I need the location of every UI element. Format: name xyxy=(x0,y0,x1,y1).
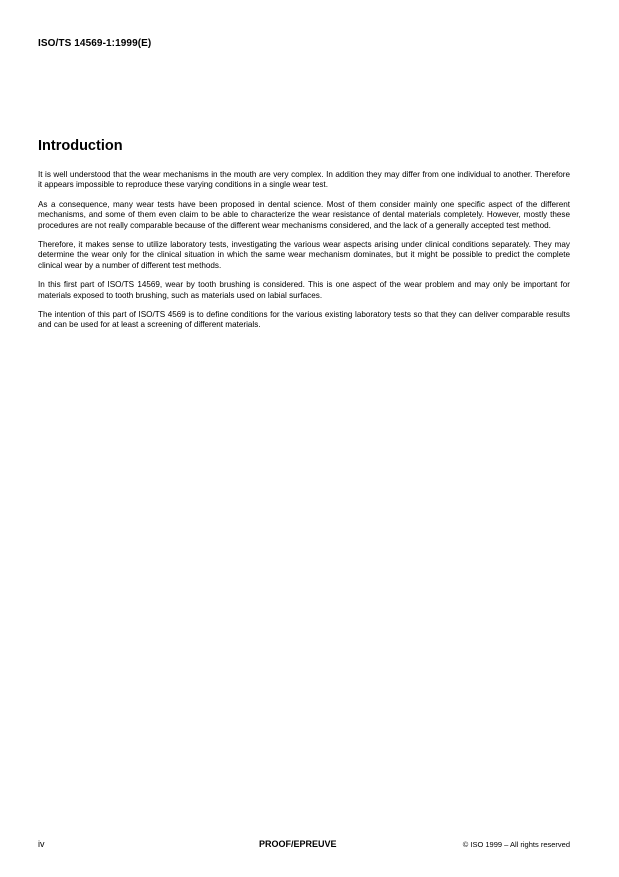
paragraph-1: It is well understood that the wear mechanisms in the mouth are very complex. In addition they may differ from one individual to another. Therefore it appears impossible to reproduce these varying conditions in a single wear test. xyxy=(38,170,570,190)
paragraph-4: In this first part of ISO/TS 14569, wear by tooth brushing is considered. This is one aspect of the wear problem and may only be important for materials exposed to tooth brushing, such as materials used on labial surfaces. xyxy=(38,280,570,300)
document-identifier: ISO/TS 14569-1:1999(E) xyxy=(38,38,152,49)
page-number: iv xyxy=(38,839,45,849)
introduction-body xyxy=(38,170,570,340)
copyright-notice: © ISO 1999 – All rights reserved xyxy=(462,840,570,849)
paragraph-2: As a consequence, many wear tests have been proposed in dental science. Most of them consider mainly one specific aspect of the different mechanisms, and some of them even claim to be able to characterize the wear resistance of dental materials completely. However, mostly these procedures are not really comparable because of the different wear mechanisms considered, and the lack of a generally accepted test method. xyxy=(38,199,570,230)
paragraph-3: Therefore, it makes sense to utilize laboratory tests, investigating the various wear aspects arising under clinical conditions separately. They may determine the wear only for the clinical situation in which the same wear mechanism dominates, but it might be possible to predict the complete clinical wear by a number of different test methods. xyxy=(38,240,570,270)
paragraph-5: The intention of this part of ISO/TS 4569 is to define conditions for the various existing laboratory tests so that they can deliver comparable results and can be used for at least a screening of different materials. xyxy=(38,310,570,330)
page-footer xyxy=(38,839,570,851)
section-title: Introduction xyxy=(38,138,123,154)
proof-label: PROOF/EPREUVE xyxy=(259,839,337,849)
